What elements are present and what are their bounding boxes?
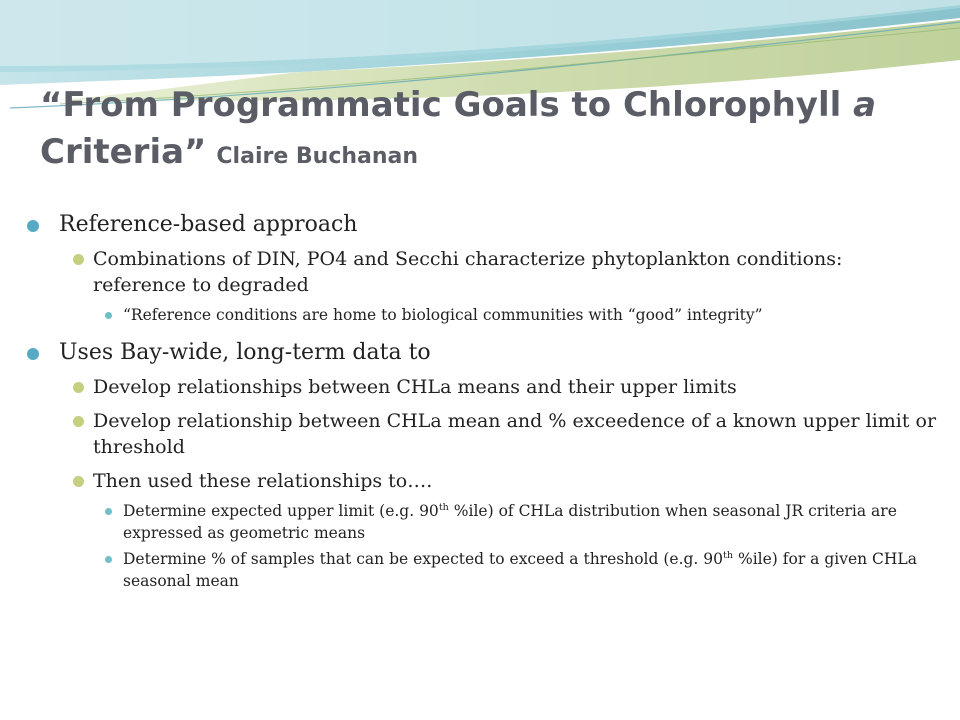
- author-name: Claire Buchanan: [216, 144, 419, 169]
- sub-bullet-text: Develop relationship between CHLa mean and % exceedence of a known upper limit or threshold: [93, 410, 937, 458]
- slide-title: [40, 82, 930, 180]
- sub-sub-bullet-text: “Reference conditions are home to biological communities with “good” integrity”: [123, 306, 763, 324]
- bullet-dot-icon: [105, 556, 112, 563]
- superscript-th: th: [723, 549, 734, 561]
- title-text-part1: “From Programmatic Goals to Chlorophyll: [40, 85, 854, 125]
- sub-sub-bullet-list: [93, 500, 940, 592]
- bullet-dot-icon: [105, 312, 112, 319]
- sub-bullet-combinations: [59, 246, 940, 326]
- sub-sub-bullet-percent-samples: [93, 548, 940, 592]
- bullet-dot-icon: [105, 508, 112, 515]
- bullet-dot-icon: [73, 254, 84, 265]
- bullet-dot-icon: [73, 382, 84, 393]
- sub-bullet-text: Develop relationships between CHLa means and their upper limits: [93, 376, 737, 398]
- sub-bullet-text: Combinations of DIN, PO4 and Secchi characterize phytoplankton conditions: reference to degraded: [93, 248, 843, 296]
- slide-content: [25, 210, 940, 710]
- text-after-superscript: %ile) of CHLa distribution when seasonal JR criteria are expressed as geometric means: [123, 502, 897, 542]
- title-italic-a: a: [853, 85, 877, 125]
- superscript-th: th: [438, 501, 449, 513]
- bullet-dot-icon: [27, 348, 39, 360]
- bullet-bay-wide-data: [25, 338, 940, 592]
- sub-sub-bullet-reference-conditions: [93, 304, 940, 326]
- bullet-dot-icon: [27, 220, 39, 232]
- sub-sub-bullet-expected-upper-limit: [93, 500, 940, 544]
- sub-sub-bullet-list: [93, 304, 940, 326]
- bullet-dot-icon: [73, 416, 84, 427]
- sub-bullet-used-relationships: [59, 468, 940, 592]
- bullet-text: Uses Bay-wide, long-term data to: [59, 340, 431, 365]
- bullet-text: Reference-based approach: [59, 212, 358, 237]
- bullet-reference-approach: [25, 210, 940, 326]
- sub-bullet-list: [59, 374, 940, 592]
- sub-bullet-chla-upper-limits: [59, 374, 940, 400]
- text-after-superscript: %ile) for a given CHLa seasonal mean: [123, 550, 917, 590]
- sub-bullet-text: Then used these relationships to….: [93, 470, 433, 492]
- bullet-list: [25, 210, 940, 592]
- title-text-part2: Criteria”: [40, 132, 207, 172]
- text-before-superscript: Determine expected upper limit (e.g. 90: [123, 502, 439, 520]
- sub-bullet-chla-exceedence: [59, 408, 940, 460]
- bullet-dot-icon: [73, 476, 84, 487]
- sub-bullet-list: [59, 246, 940, 326]
- text-before-superscript: Determine % of samples that can be expected to exceed a threshold (e.g. 90: [123, 550, 723, 568]
